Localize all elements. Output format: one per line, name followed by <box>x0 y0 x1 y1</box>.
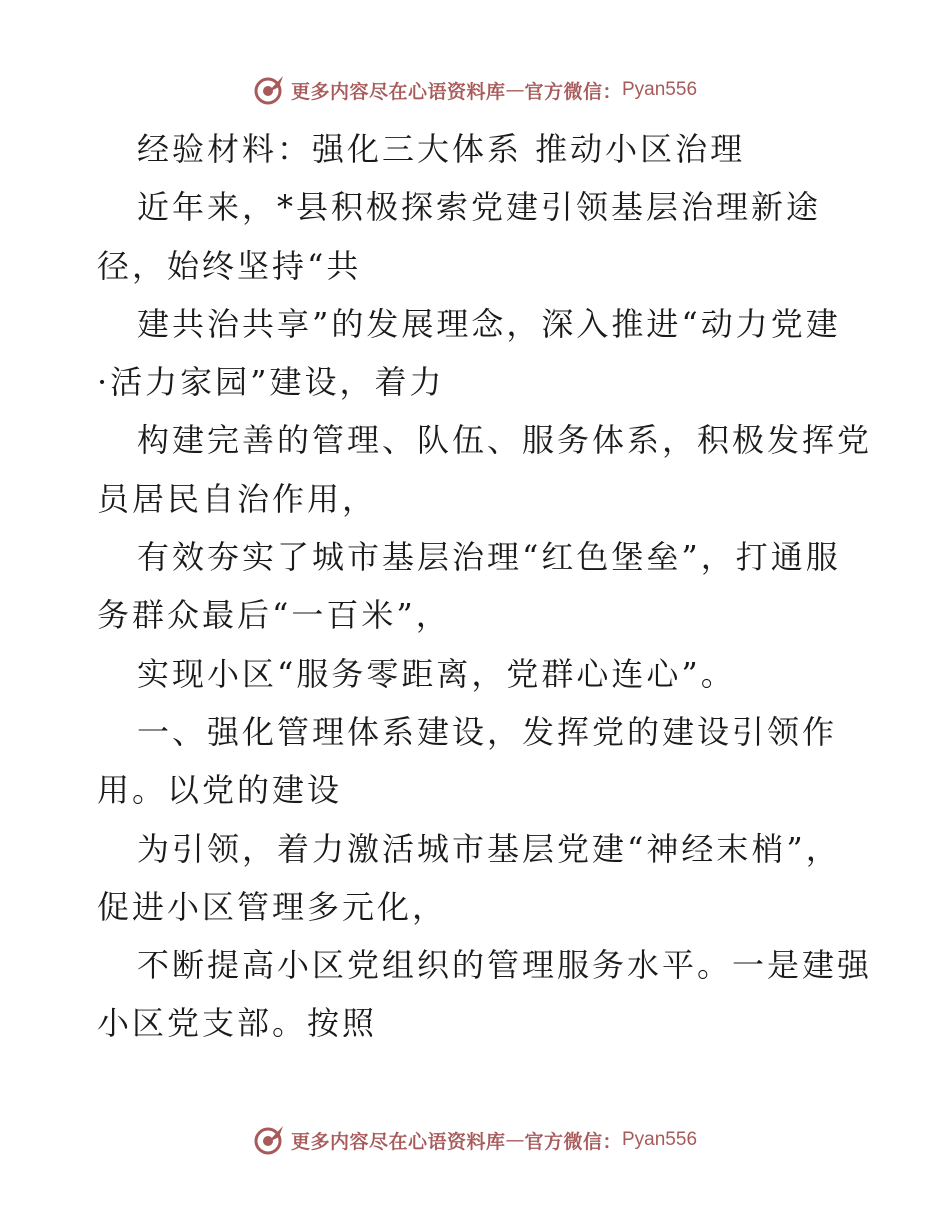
text-line: 员居民自治作用， <box>97 479 378 518</box>
text-line: 用。以党的建设 <box>97 771 343 810</box>
footer-watermark <box>0 1120 950 1160</box>
watermark-text: 更多内容尽在心语资料库 <box>290 80 506 103</box>
watermark-text: 更多内容尽在心语资料库 <box>290 1130 506 1153</box>
text-line: 不断提高小区党组织的管理服务水平。一是建强 <box>137 946 873 985</box>
text-line: 径，始终坚持“共 <box>97 246 362 285</box>
text-line: 近年来，*县积极探索党建引领基层治理新途 <box>137 188 822 227</box>
watermark-separator: — <box>505 79 525 101</box>
document-title: 经验材料：强化三大体系 推动小区治理 <box>137 130 746 168</box>
watermark-wechat-label: 官方微信： <box>524 1130 622 1153</box>
watermark-wechat-label: 官方微信： <box>524 80 622 103</box>
quill-logo-icon <box>253 73 287 107</box>
quill-logo-icon <box>253 1123 287 1157</box>
section-heading: 一、强化管理体系建设，发挥党的建设引领作 <box>137 712 838 751</box>
text-line: 小区党支部。按照 <box>97 1004 378 1043</box>
text-line: 促进小区管理多元化， <box>97 887 448 926</box>
text-line: 务群众最后“一百米”， <box>97 596 451 635</box>
text-line: ·活力家园”建设，着力 <box>97 363 445 402</box>
document-body <box>97 120 873 1053</box>
watermark-separator: — <box>505 1129 525 1151</box>
watermark-wechat-id: Pyan556 <box>622 1129 698 1150</box>
watermark-wechat-id: Pyan556 <box>622 79 698 100</box>
text-line: 为引领，着力激活城市基层党建“神经末梢”， <box>137 829 841 868</box>
text-line: 构建完善的管理、队伍、服务体系，积极发挥党 <box>137 421 873 460</box>
text-line: 有效夯实了城市基层治理“红色堡垒”，打通服 <box>137 538 841 577</box>
text-line: 建共治共享”的发展理念，深入推进“动力党建 <box>137 304 841 343</box>
header-watermark <box>0 70 950 110</box>
text-line: 实现小区“服务零距离，党群心连心”。 <box>137 654 736 693</box>
